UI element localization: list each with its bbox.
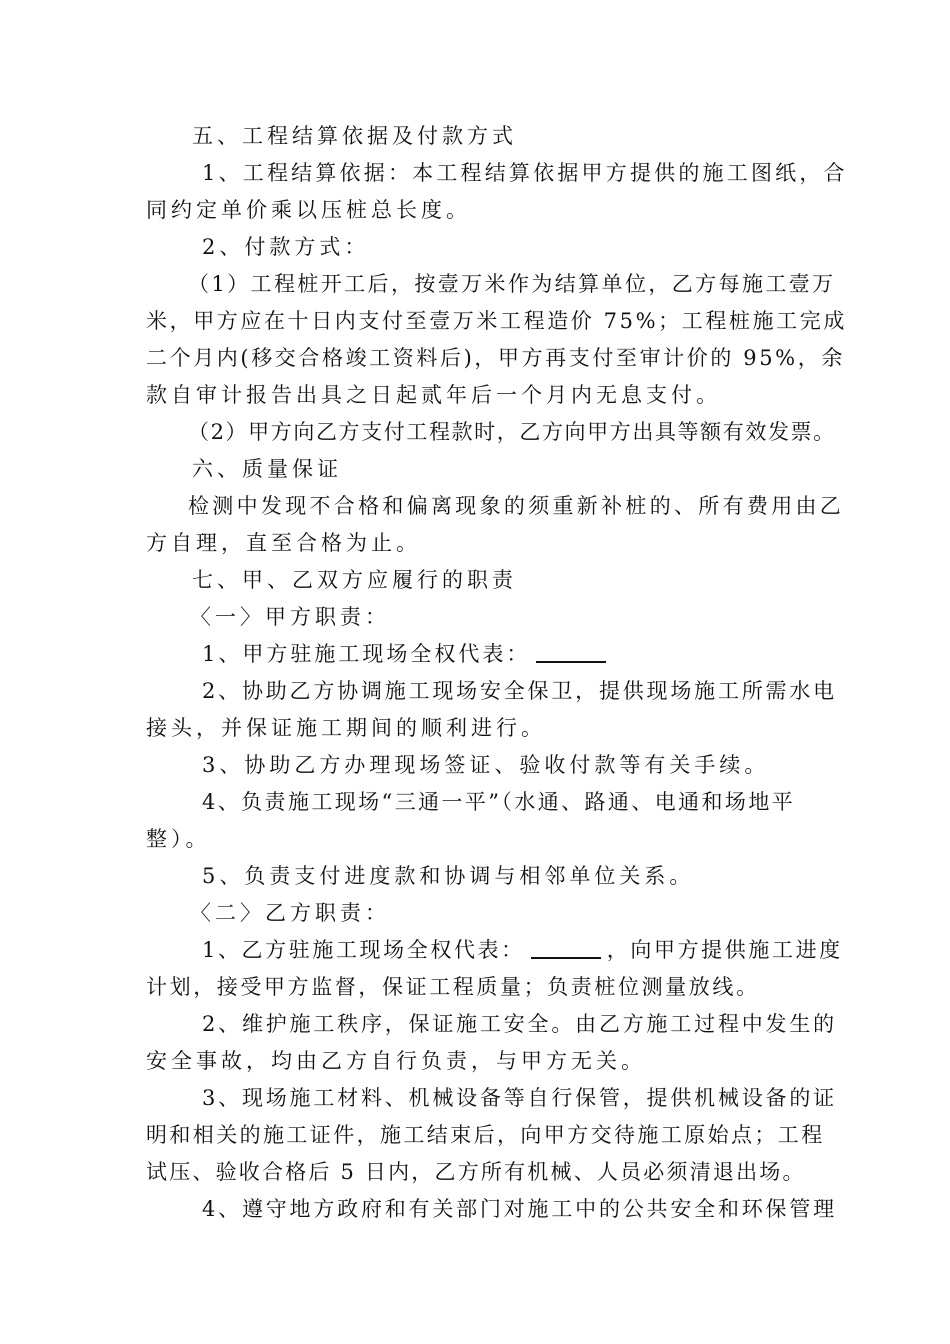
- paragraph-line: 4、负责施工现场“三通一平”（水通、路通、电通和场地平: [202, 790, 796, 814]
- paragraph-line: [202, 636, 612, 672]
- paragraph-line: （1）工程桩开工后，按壹万米作为结算单位，乙方每施工壹万: [188, 272, 836, 296]
- paragraph-line: 安全事故，均由乙方自行负责，与甲方无关。: [146, 1049, 646, 1073]
- paragraph-line: 明和相关的施工证件，施工结束后，向甲方交待施工原始点；工程: [146, 1123, 825, 1147]
- paragraph-line: [202, 932, 843, 968]
- paragraph-line: 二个月内(移交合格竣工资料后)，甲方再支付至审计价的 95%，余: [146, 346, 845, 370]
- paragraph-line: 4、遵守地方政府和有关部门对施工中的公共安全和环保管理: [202, 1197, 837, 1221]
- paragraph-line: 计划，接受甲方监督，保证工程质量；负责桩位测量放线。: [146, 975, 760, 999]
- paragraph-line: 1、工程结算依据：本工程结算依据甲方提供的施工图纸，合: [202, 161, 848, 185]
- paragraph-line: 3、现场施工材料、机械设备等自行保管，提供机械设备的证: [202, 1086, 837, 1110]
- paragraph-line: 同约定单价乘以压桩总长度。: [146, 198, 471, 222]
- section-heading-7: 七、甲、乙双方应履行的职责: [192, 568, 517, 592]
- section-heading-6: 六、质量保证: [192, 457, 342, 481]
- paragraph-line: 米，甲方应在十日内支付至壹万米工程造价 75%；工程桩施工完成: [146, 309, 847, 333]
- paragraph-line: 试压、验收合格后 5 日内，乙方所有机械、人员必须清退出场。: [146, 1160, 806, 1184]
- paragraph-line: 检测中发现不合格和偏离现象的须重新补桩的、所有费用由乙: [188, 494, 845, 518]
- paragraph-line: 2、付款方式：: [202, 235, 370, 259]
- blank-line: [531, 937, 601, 959]
- paragraph-line: 接头，并保证施工期间的顺利进行。: [146, 716, 546, 740]
- blank-line: [536, 641, 606, 663]
- party-b-rep-rest: ，向甲方提供施工进度: [606, 938, 843, 962]
- paragraph-line: 款自审计报告出具之日起贰年后一个月内无息支付。: [146, 383, 721, 407]
- paragraph-line: （2）甲方向乙方支付工程款时，乙方向甲方出具等额有效发票。: [188, 420, 836, 444]
- paragraph-line: 5、负责支付进度款和协调与相邻单位关系。: [202, 864, 695, 888]
- paragraph-line: 整）。: [146, 827, 211, 851]
- paragraph-line: 2、协助乙方协调施工现场安全保卫，提供现场施工所需水电: [202, 679, 837, 703]
- party-b-rep-label: 1、乙方驻施工现场全权代表：: [202, 938, 525, 962]
- paragraph-line: 方自理，直至合格为止。: [146, 531, 421, 555]
- party-a-rep-label: 1、甲方驻施工现场全权代表：: [202, 642, 531, 666]
- paragraph-line: 2、维护施工秩序，保证施工安全。由乙方施工过程中发生的: [202, 1012, 837, 1036]
- subheading-party-a: 〈一〉甲方职责：: [190, 605, 390, 629]
- section-heading-5: 五、工程结算依据及付款方式: [192, 124, 517, 148]
- subheading-party-b: 〈二〉乙方职责：: [190, 901, 390, 925]
- paragraph-line: 3、协助乙方办理现场签证、验收付款等有关手续。: [202, 753, 770, 777]
